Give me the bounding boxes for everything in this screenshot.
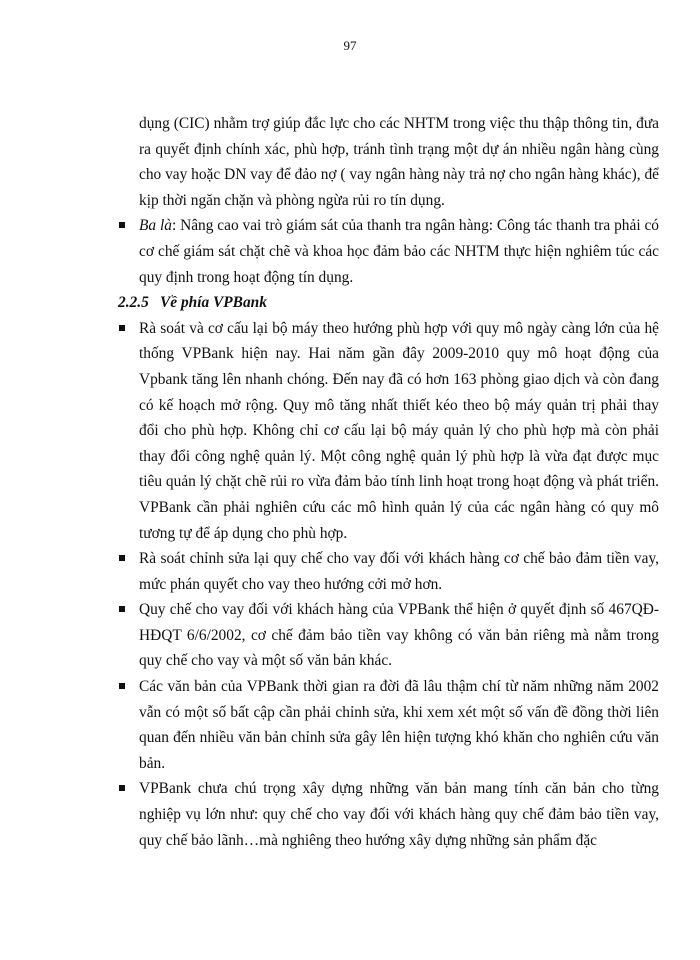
document-body (118, 111, 659, 853)
list-item (118, 776, 659, 853)
square-bullet-icon (119, 325, 125, 331)
bullet-text: : Nâng cao vai trò giám sát của thanh tra ngân hàng: Công tác thanh tra phải có cơ chế giám sát chặt chẽ và khoa học đảm bảo các NHTM thực hiện nghiêm túc các quy định trong hoạt động tín dụng. (139, 217, 659, 286)
square-bullet-icon (119, 555, 125, 561)
bullet-text: Các văn bản của VPBank thời gian ra đời đã lâu thậm chí từ năm những năm 2002 vẫn có một số bất cập cần phải chỉnh sửa, khi xem xét một số vấn đề đồng thời liên quan đến nhiều văn bản chỉnh sửa gây lên hiện tượng khó khăn cho nghiên cứu văn bản. (139, 678, 659, 772)
bullet-text: VPBank chưa chú trọng xây dựng những văn bản mang tính căn bản cho từng nghiệp vụ lớn như: quy chế cho vay đối với khách hàng quy chế đảm bảo tiền vay, quy chế bảo lãnh…mà nghiêng theo hướng xây dựng những sản phẩm đặc (139, 780, 659, 849)
continued-paragraph: dụng (CIC) nhằm trợ giúp đắc lực cho các NHTM trong việc thu thập thông tin, đưa ra quyết định chính xác, phù hợp, tránh tình trạng một dự án nhiều ngân hàng cùng cho vay hoặc DN vay để đảo nợ ( vay ngân hàng này trả nợ cho ngân hàng khác), để kịp thời ngăn chặn và phòng ngừa rủi ro tín dụng. (139, 115, 659, 209)
square-bullet-icon (119, 222, 125, 228)
list-item (118, 213, 659, 290)
bullet-text: Rà soát chỉnh sửa lại quy chế cho vay đối với khách hàng cơ chế bảo đảm tiền vay, mức phán quyết cho vay theo hướng cởi mở hơn. (139, 550, 659, 593)
bullet-lead: Ba là (139, 217, 172, 235)
square-bullet-icon (119, 606, 125, 612)
bullet-text: Quy chế cho vay đối với khách hàng của VPBank thể hiện ở quyết định số 467QĐ-HĐQT 6/6/2002, cơ chế đảm bảo tiền vay không có văn bản riêng mà nằm trong quy chế cho vay và một số văn bản khác. (139, 601, 659, 670)
square-bullet-icon (119, 785, 125, 791)
bullet-text: Rà soát và cơ cấu lại bộ máy theo hướng phù hợp với quy mô ngày càng lớn của hệ thống VPBank hiện nay. Hai năm gần đây 2009-2010 quy mô hoạt động của Vpbank tăng lên nhanh chóng. Đến nay đã có hơn 163 phòng giao dịch và còn đang có kế hoạch mở rộng. Quy mô tăng nhất thiết kéo theo bộ máy quản trị phải thay đổi cho phù hợp. Không chỉ cơ cấu lại bộ máy quản lý cho phù hợp mà còn phải thay đổi công nghệ quản lý. Một công nghệ quản lý phù hợp là vừa đạt được mục tiêu quản lý chặt chẽ rủi ro vừa đảm bảo tính linh hoạt trong hoạt động và phát triển. VPBank cần phải nghiên cứu các mô hình quản lý của các ngân hàng có quy mô tương tự để áp dụng cho phù hợp. (139, 319, 659, 542)
list-item (118, 674, 659, 776)
list-item (118, 546, 659, 597)
list-item (118, 597, 659, 674)
page-number: 97 (343, 38, 357, 53)
section-heading (118, 290, 659, 316)
section-number: 2.2.5 (118, 294, 149, 312)
square-bullet-icon (119, 683, 125, 689)
section-title: Về phía VPBank (160, 294, 267, 312)
list-item (118, 316, 659, 546)
